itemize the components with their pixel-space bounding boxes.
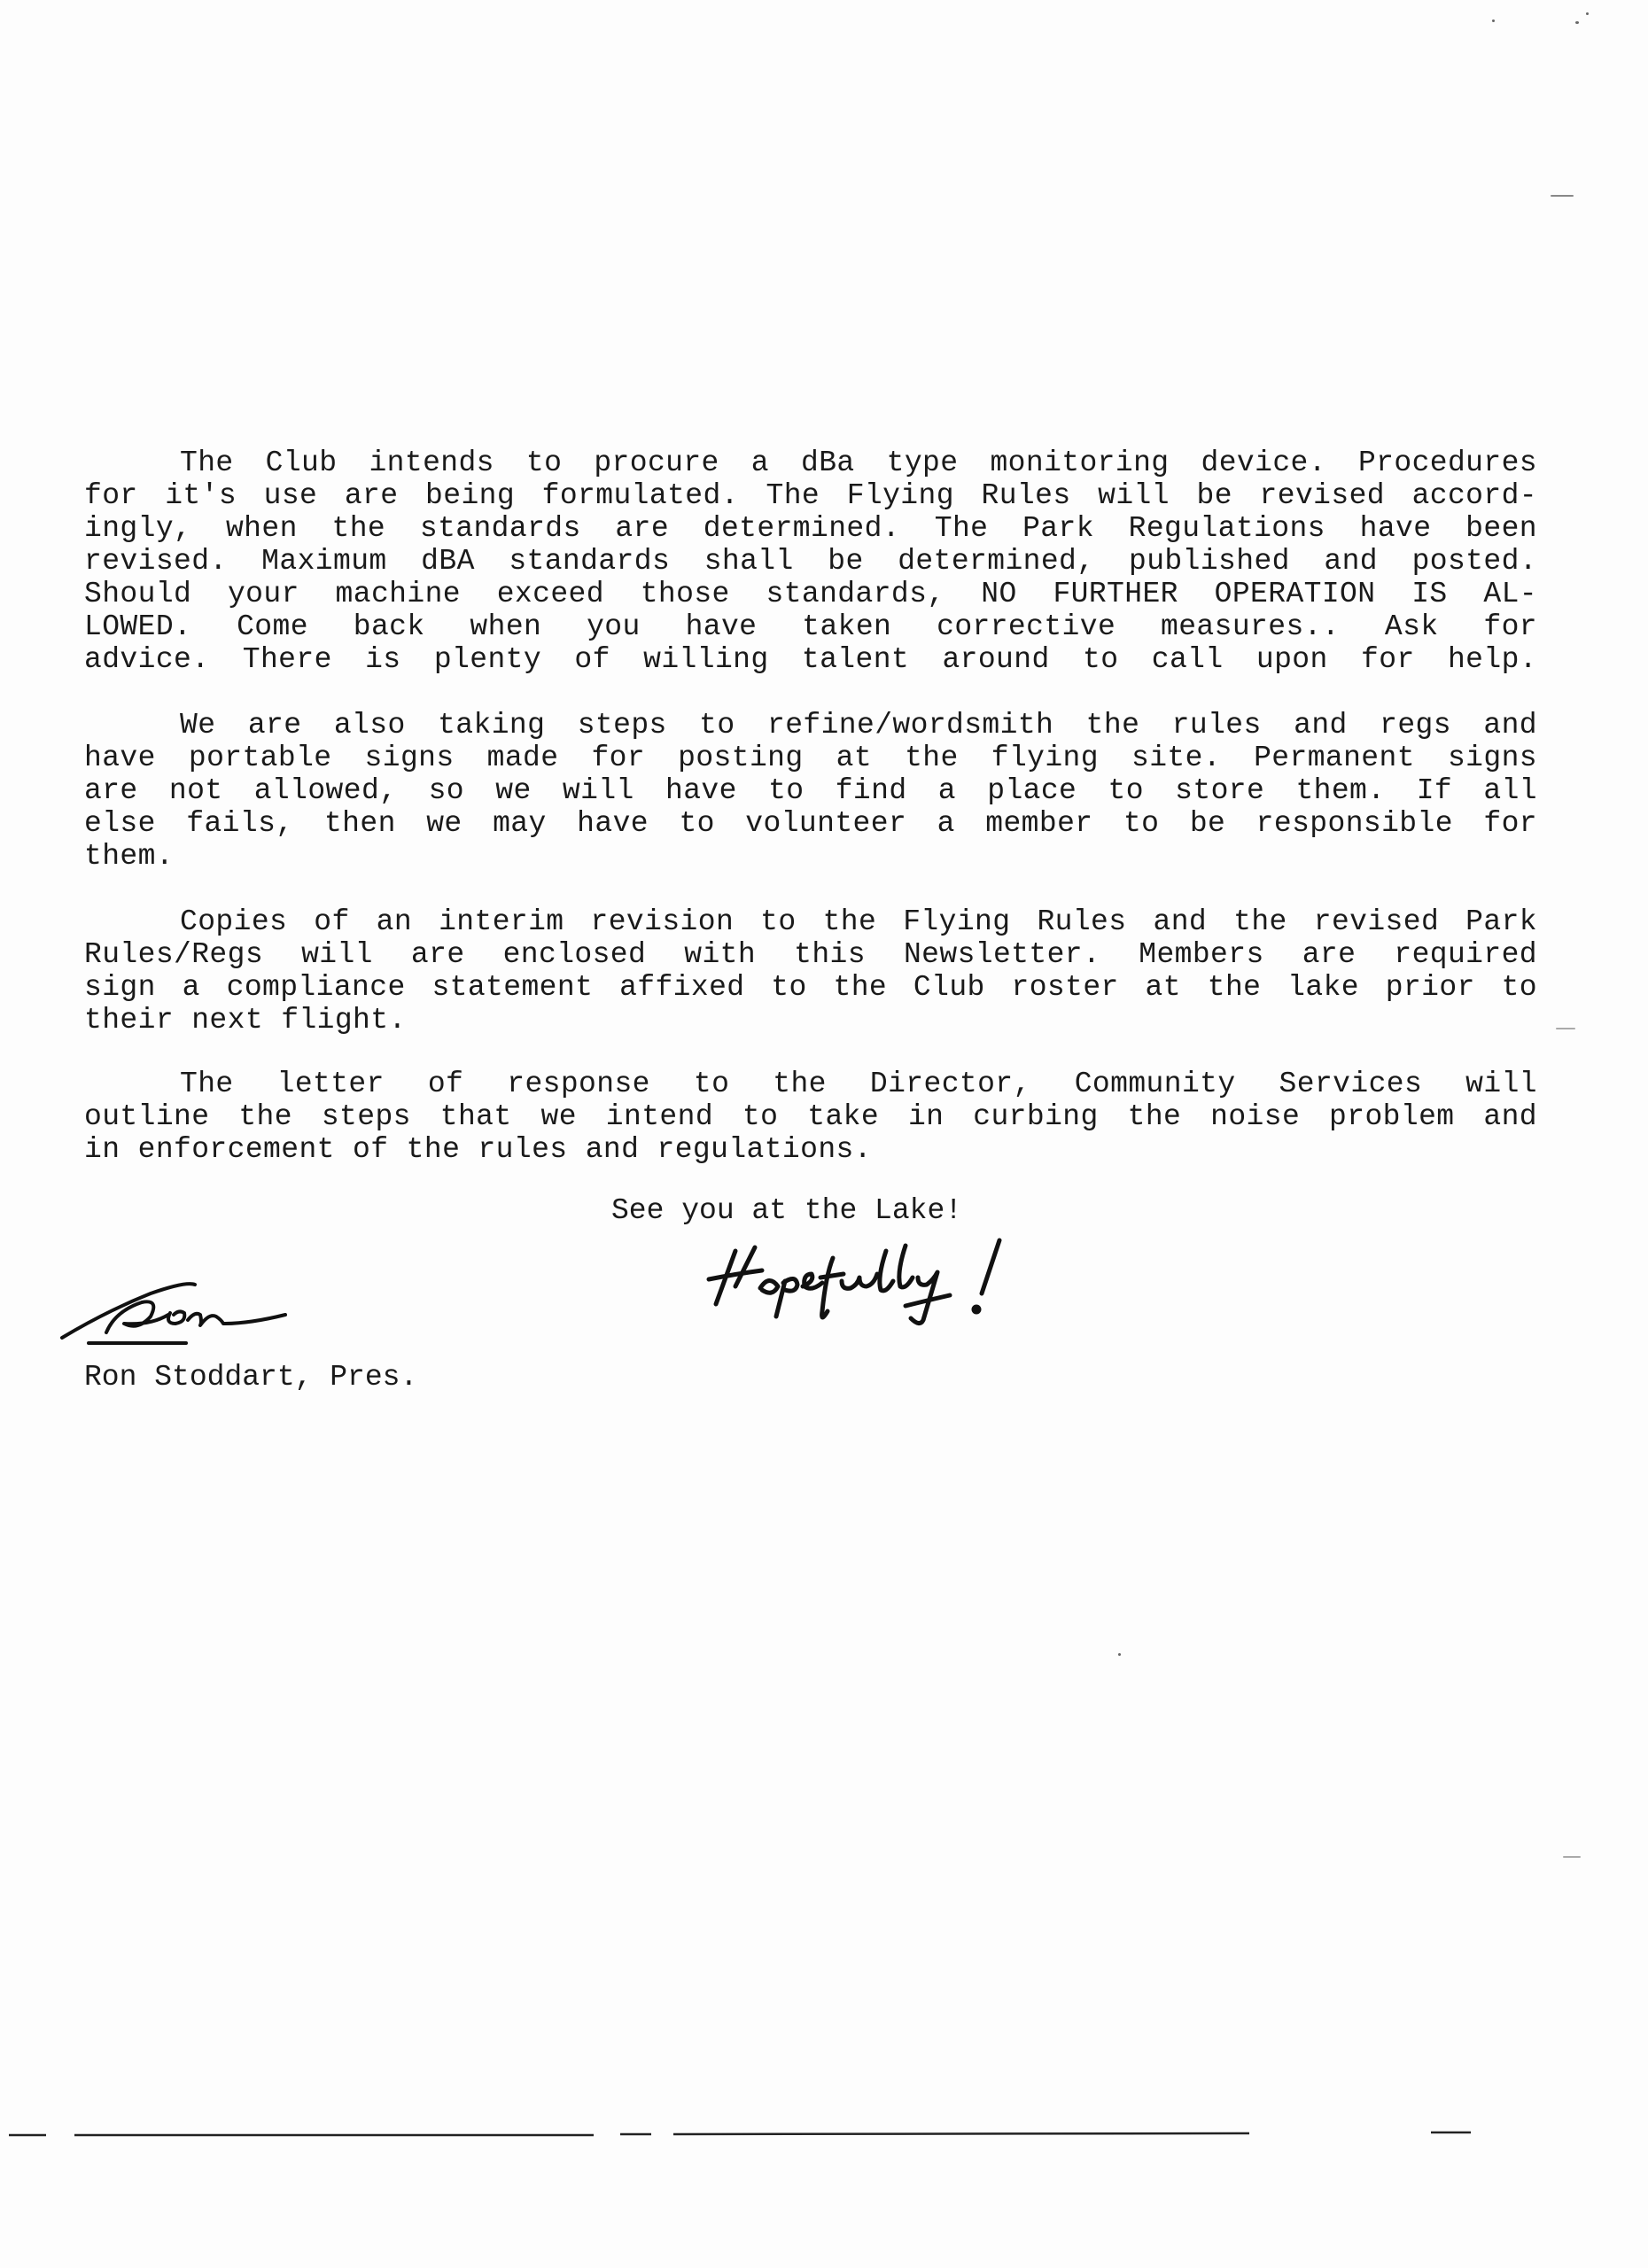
- text-line: ingly, when the standards are determined. The Park Regulations have been: [84, 512, 1537, 545]
- text-line: We are also taking steps to refine/wordsmith the rules and regs and: [180, 709, 1537, 742]
- text-line: in enforcement of the rules and regulations.: [84, 1133, 872, 1166]
- signature-ron: [53, 1267, 310, 1347]
- handwritten-note-hopefully: [700, 1231, 1019, 1329]
- scan-speck: [1118, 1653, 1121, 1656]
- text-line: advice. There is plenty of willing talent around to call upon for help.: [84, 643, 1537, 676]
- text-line: LOWED. Come back when you have taken corrective measures.. Ask for: [84, 610, 1537, 643]
- scan-speck: [1556, 1028, 1575, 1029]
- text-line: Should your machine exceed those standards, NO FURTHER OPERATION IS AL-: [84, 578, 1537, 610]
- bottom-rule: [0, 2126, 1648, 2144]
- scan-speck: [1492, 19, 1495, 22]
- text-line: else fails, then we may have to volunteer a member to be responsible for: [84, 807, 1537, 840]
- text-line: sign a compliance statement affixed to the Club roster at the lake prior to: [84, 971, 1537, 1004]
- text-line: revised. Maximum dBA standards shall be determined, published and posted.: [84, 545, 1537, 578]
- text-line: are not allowed, so we will have to find a place to store them. If all: [84, 774, 1537, 807]
- text-line: them.: [84, 840, 175, 873]
- scan-speck: [1586, 12, 1589, 15]
- text-line: The letter of response to the Director, Community Services will: [180, 1068, 1537, 1100]
- text-line: outline the steps that we intend to take in curbing the noise problem and: [84, 1100, 1537, 1133]
- signer-name: Ron Stoddart, Pres.: [84, 1361, 418, 1394]
- scan-speck: [1575, 21, 1579, 24]
- scan-speck: [1551, 195, 1574, 197]
- text-line: have portable signs made for posting at the flying site. Permanent signs: [84, 742, 1537, 774]
- text-line: Copies of an interim revision to the Flying Rules and the revised Park: [180, 905, 1537, 938]
- text-line: their next flight.: [84, 1004, 407, 1037]
- text-line: for it's use are being formulated. The Flying Rules will be revised accord-: [84, 479, 1537, 512]
- closing-line: See you at the Lake!: [611, 1194, 963, 1227]
- text-line: Rules/Regs will are enclosed with this Newsletter. Members are required: [84, 938, 1537, 971]
- text-line: The Club intends to procure a dBa type monitoring device. Procedures: [180, 447, 1537, 479]
- scan-speck: [1563, 1856, 1581, 1858]
